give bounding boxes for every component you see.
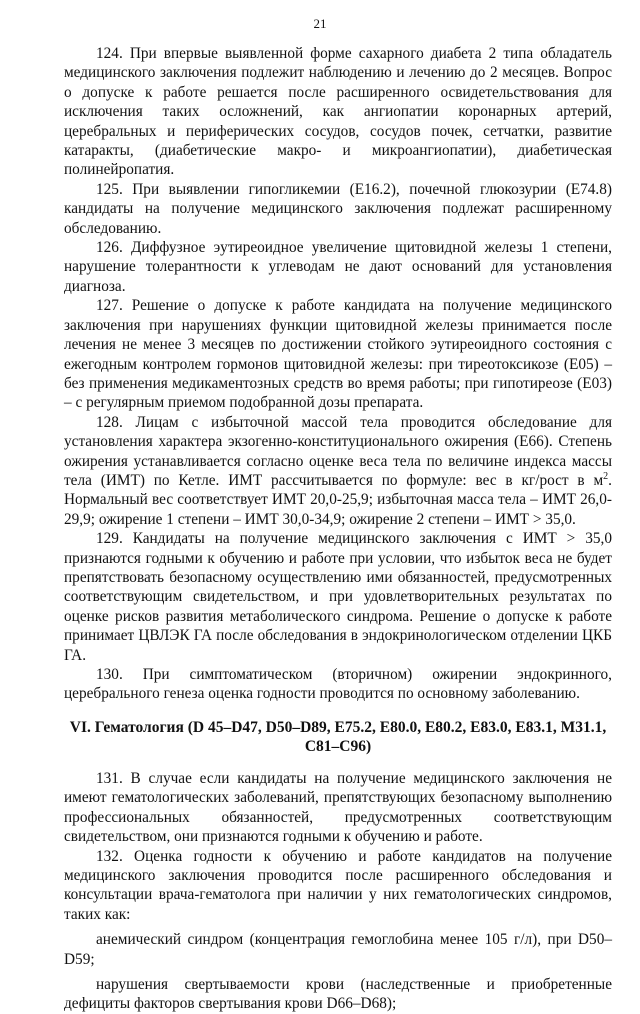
superscript-2: 2	[603, 470, 609, 482]
paragraph-125: 125. При выявлении гипогликемии (E16.2), почечной глюкозурии (E74.8) кандидаты на получение медицинского заключения подлежат расширенному обследованию.	[64, 180, 612, 237]
paragraph-129: 129. Кандидаты на получение медицинского заключения с ИМТ > 35,0 признаются годными к обучению и работе при условии, что избыток веса не будет препятствовать безопасному осуществлению ими обязанностей, предусмотренных соответствующим свидетельством, и при удовлетворительных результатах по оценке рисков развития метаболического синдрома. Решение о допуске к работе принимает ЦВЛЭК ГА после обследования в эндокринологическом отделении ЦКБ ГА.	[64, 530, 612, 664]
paragraph-128	[64, 413, 612, 529]
document-body	[64, 44, 612, 1014]
page-number: 21	[313, 16, 327, 31]
paragraph-128-text-b: . Нормальный вес соответствует ИМТ 20,0-25,9; избыточная масса тела – ИМТ 26,0-29,9; ожирение 1 степени – ИМТ 30,0-34,9; ожирение 2 степени – ИМТ > 35,0.	[64, 471, 612, 528]
list-item-anemia: анемический синдром (концентрация гемоглобина менее 105 г/л), при D50–D59;	[64, 931, 612, 968]
paragraph-124: 124. При впервые выявленной форме сахарного диабета 2 типа обладатель медицинского заключения подлежит наблюдению и лечению до 2 месяцев. Вопрос о допуске к работе решается после расширенного освидетельствования для исключения таких осложнений, как ангиопатии коронарных артерий, церебральных и периферических сосудов, сосудов почек, сетчатки, развитие катаракты, (диабетические макро- и микроангиопатии), диабетическая полинейропатия.	[64, 45, 612, 179]
paragraph-126: 126. Диффузное эутиреоидное увеличение щитовидной железы 1 степени, нарушение толерантности к углеводам не дают оснований для установления диагноза.	[64, 239, 612, 295]
paragraph-131: 131. В случае если кандидаты на получение медицинского заключения не имеют гематологических заболеваний, препятствующих безопасному выполнению профессиональных обязанностей, предусмотренных соответствующим свидетельством, они признаются годными к обучению и работе.	[64, 770, 612, 846]
paragraph-130: 130. При симптоматическом (вторичном) ожирении эндокринного, церебрального генеза оценка годности проводится по основному заболеванию.	[64, 666, 612, 703]
section-heading-hematology: VI. Гематология (D 45–D47, D50–D89, E75.2, E80.0, E80.2, E83.0, E83.1, M31.1, C81–C96)	[69, 718, 607, 756]
paragraph-127: 127. Решение о допуске к работе кандидата на получение медицинского заключения при нарушениях функции щитовидной железы принимается после лечения не менее 3 месяцев по достижении стойкого эутиреоидного состояния с ежегодным контролем гормонов щитовидной железы: при тиреотоксикозе (E05) – без применения медикаментозных средств во время работы; при гипотиреозе (E03) – с регулярным приемом подобранной дозы препарата.	[64, 297, 612, 412]
paragraph-128-text-a: 128. Лицам с избыточной массой тела проводится обследование для установления характера экзогенно-конституционального ожирения (E66). Степень ожирения устанавливается согласно оценке веса тела по величине индекса массы тела (ИМТ) по Кетле. ИМТ рассчитывается по формуле: вес в кг/рост в м	[64, 413, 612, 489]
paragraph-132: 132. Оценка годности к обучению и работе кандидатов на получение медицинского заключения проводится после расширенного обследования и консультации врача-гематолога при наличии у них гематологических синдромов, таких как:	[64, 847, 612, 923]
list-item-coagulation: нарушения свертываемости крови (наследственные и приобретенные дефициты факторов свертывания крови D66–D68);	[64, 976, 612, 1013]
